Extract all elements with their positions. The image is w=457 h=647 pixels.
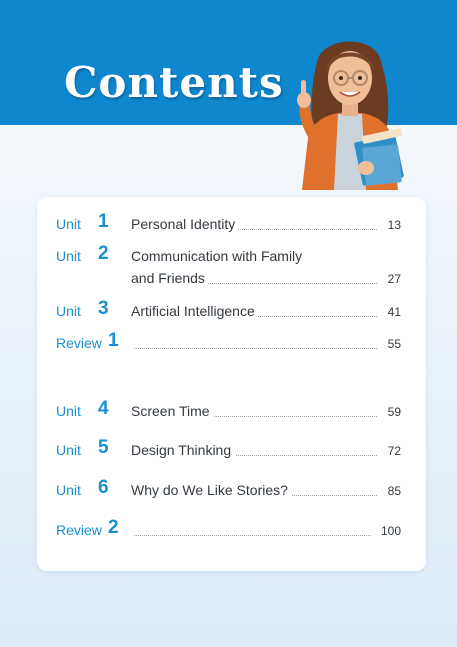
dot-leader [236, 455, 377, 456]
review-number: 2 [108, 517, 119, 538]
unit-number: 4 [98, 398, 109, 419]
unit-label: Unit [56, 482, 81, 498]
dot-leader [286, 495, 377, 496]
unit-number: 2 [98, 243, 109, 264]
unit-label: Unit [56, 403, 81, 419]
page-number: 41 [387, 305, 401, 319]
unit-number: 5 [98, 437, 109, 458]
dot-leader [246, 316, 377, 317]
toc-entry-unit-6[interactable] [56, 477, 401, 503]
toc-entry-unit-5[interactable] [56, 437, 401, 463]
page-number: 13 [387, 218, 401, 232]
dot-leader [134, 535, 371, 536]
review-label: Review [56, 335, 102, 351]
unit-label: Unit [56, 442, 81, 458]
unit-number: 1 [98, 211, 109, 232]
review-number: 1 [108, 330, 119, 351]
unit-title: Design Thinking [131, 442, 234, 458]
unit-title-line-2: and Friends [131, 270, 208, 286]
unit-number: 3 [98, 298, 109, 319]
review-label: Review [56, 522, 102, 538]
toc-entry-review-1[interactable] [56, 330, 401, 356]
toc-entry-unit-3[interactable] [56, 298, 401, 324]
toc-entry-review-2[interactable] [56, 517, 401, 543]
unit-label: Unit [56, 303, 81, 319]
unit-label: Unit [56, 248, 81, 264]
page-number: 85 [387, 484, 401, 498]
page-number: 59 [387, 405, 401, 419]
toc-entry-unit-1[interactable] [56, 211, 401, 237]
unit-label: Unit [56, 216, 81, 232]
toc-entry-unit-2[interactable] [56, 243, 401, 289]
dot-leader [206, 283, 377, 284]
unit-title: Personal Identity [131, 216, 238, 232]
page-number: 72 [387, 444, 401, 458]
unit-title-line-1: Communication with Family [131, 248, 305, 264]
unit-title: Screen Time [131, 403, 213, 419]
dot-leader [134, 348, 377, 349]
dot-leader [232, 229, 377, 230]
page-number: 27 [387, 272, 401, 286]
toc-entry-unit-4[interactable] [56, 398, 401, 424]
page-number: 55 [387, 337, 401, 351]
unit-title: Artificial Intelligence [131, 303, 258, 319]
page-title: Contents [64, 58, 284, 107]
unit-number: 6 [98, 477, 109, 498]
unit-title: Why do We Like Stories? [131, 482, 291, 498]
dot-leader [212, 416, 377, 417]
student-illustration [280, 28, 420, 190]
page-number: 100 [380, 524, 401, 538]
